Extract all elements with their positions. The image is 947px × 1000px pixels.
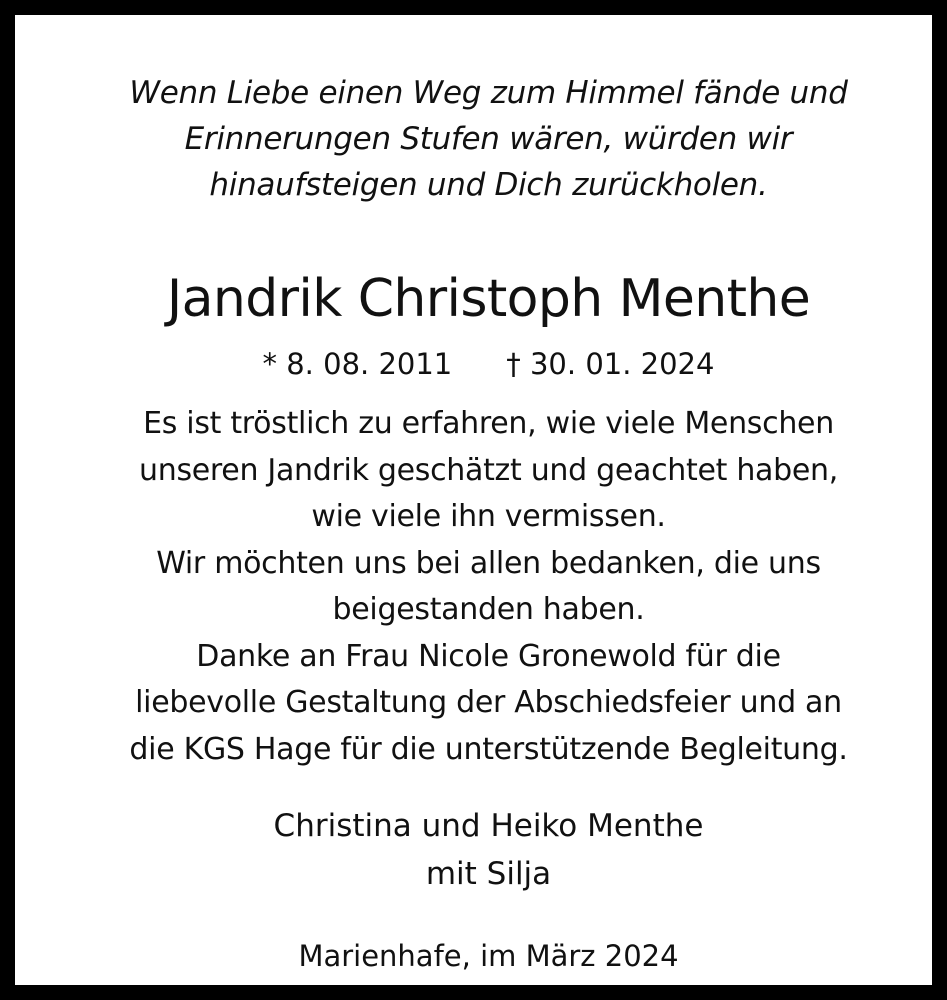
motto-line: Erinnerungen Stufen wären, würden wir bbox=[184, 121, 793, 157]
obituary-content bbox=[30, 30, 947, 1000]
message-line: wie viele ihn vermissen. bbox=[311, 499, 666, 534]
message-line: Danke an Frau Nicole Gronewold für die bbox=[196, 638, 781, 674]
message-line: Wir möchten uns bei allen bedanken, die uns bbox=[156, 545, 821, 581]
message-line: die KGS Hage für die unterstützende Begleitung. bbox=[129, 731, 848, 767]
message-line: beigestanden haben. bbox=[332, 592, 645, 627]
death-date: † 30. 01. 2024 bbox=[506, 347, 715, 381]
message-line: liebevolle Gestaltung der Abschiedsfeier und an bbox=[135, 685, 842, 720]
signature-line: Christina und Heiko Menthe bbox=[273, 808, 704, 844]
motto-line: hinaufsteigen und Dich zurückholen. bbox=[209, 167, 768, 203]
place-and-date: Marienhafe, im März 2024 bbox=[298, 939, 679, 973]
motto-verse bbox=[30, 70, 947, 208]
deceased-name: Jandrik Christoph Menthe bbox=[166, 269, 811, 329]
message-line: Es ist tröstlich zu erfahren, wie viele Menschen bbox=[143, 406, 834, 441]
family-signature bbox=[30, 802, 947, 898]
message-line: unseren Jandrik geschätzt und geachtet haben, bbox=[139, 452, 838, 488]
birth-date: * 8. 08. 2011 bbox=[262, 347, 453, 381]
life-dates bbox=[30, 344, 947, 384]
motto-line: Wenn Liebe einen Weg zum Himmel fände und bbox=[129, 75, 848, 111]
signature-line: mit Silja bbox=[425, 856, 552, 892]
thank-you-message bbox=[30, 401, 947, 773]
